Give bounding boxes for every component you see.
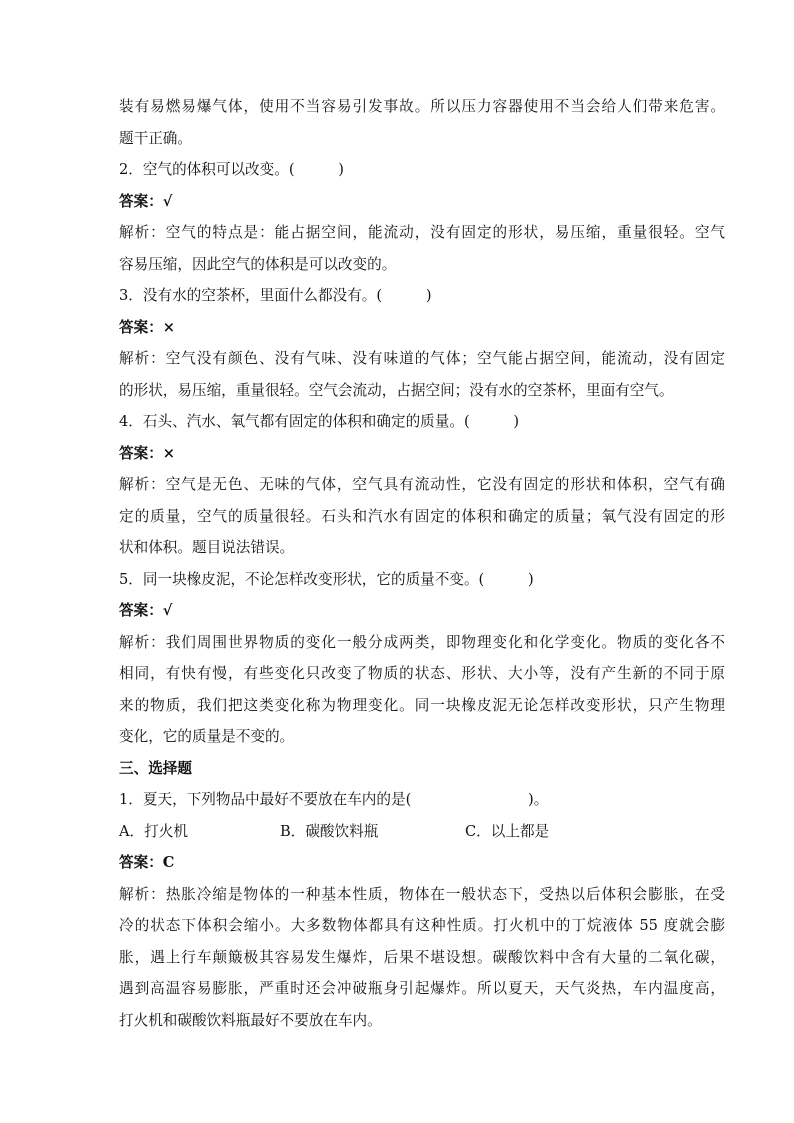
analysis-4-line: 解析：空气是无色、无味的气体，空气具有流动性，它没有固定的形状和体积，空气有确 [119,476,725,493]
question-3: 3．没有水的空茶杯，里面什么都没有。( ) [119,287,432,304]
analysis-2-line: 容易压缩，因此空气的体积是可以改变的。 [119,255,397,273]
question-4: 4．石头、汽水、氧气都有固定的体积和确定的质量。( ) [119,413,520,430]
analysis-4-line: 定的质量，空气的质量很轻。石头和汽水有固定的体积和确定的质量；氧气没有固定的形 [119,507,725,525]
analysis-5-line: 来的物质，我们把这类变化称为物理变化。同一块橡皮泥无论怎样改变形状，只产生物理 [119,696,725,714]
choice-analysis-line: 冷的状态下体积会缩小。大多数物体都具有这种性质。打火机中的丁烷液体 55 度就会膨 [119,917,725,934]
intro-line: 题干正确。 [119,129,192,147]
section-heading: 三、选择题 [119,759,192,777]
choice-answer-1: 答案：C [119,854,175,871]
analysis-3-line: 解析：空气没有颜色、没有气味、没有味道的气体；空气能占据空间，能流动，没有固定 [119,350,725,367]
answer-4: 答案：× [119,444,176,462]
option-a: A．打火机 [119,822,188,840]
analysis-4-line: 状和体积。题目说法错误。 [119,539,295,556]
question-5: 5．同一块橡皮泥，不论怎样改变形状，它的质量不变。( ) [119,570,534,588]
choice-analysis-line: 解析：热胀冷缩是物体的一种基本性质，物体在一般状态下，受热以后体积会膨胀，在受 [119,885,725,903]
choice-analysis-line: 打火机和碳酸饮料瓶最好不要放在车内。 [119,1011,382,1029]
answer-2: 答案：√ [119,192,173,210]
analysis-3-line: 的形状，易压缩，重量很轻。空气会流动，占据空间；没有水的空茶杯，里面有空气。 [119,381,674,399]
answer-3: 答案：× [119,318,176,336]
analysis-2-line: 解析：空气的特点是：能占据空间，能流动，没有固定的形状，易压缩，重量很轻。空气 [119,224,725,241]
choice-question-1: 1．夏天，下列物品中最好不要放在车内的是( )。 [119,791,549,808]
document-body [119,91,725,1036]
option-c: C．以上都是 [465,822,550,840]
choice-analysis-line: 遇到高温容易膨胀，严重时还会冲破瓶身引起爆炸。所以夏天，天气炎热，车内温度高， [119,980,725,997]
analysis-5-line: 解析：我们周围世界物质的变化一般分成两类，即物理变化和化学变化。物质的变化各不 [119,633,725,651]
choice-options [119,816,725,848]
analysis-5-line: 相同，有快有慢，有些变化只改变了物质的状态、形状、大小等，没有产生新的不同于原 [119,665,725,682]
answer-5: 答案：√ [119,602,173,619]
analysis-5-line: 变化，它的质量是不变的。 [119,728,295,745]
choice-analysis-line: 胀，遇上行车颠簸极其容易发生爆炸，后果不堪设想。碳酸饮料中含有大量的二氧化碳， [119,948,725,966]
intro-line: 装有易燃易爆气体，使用不当容易引发事故。所以压力容器使用不当会给人们带来危害。 [119,98,725,115]
option-b: B．碳酸饮料瓶 [280,822,379,840]
question-2: 2．空气的体积可以改变。( ) [119,161,344,178]
